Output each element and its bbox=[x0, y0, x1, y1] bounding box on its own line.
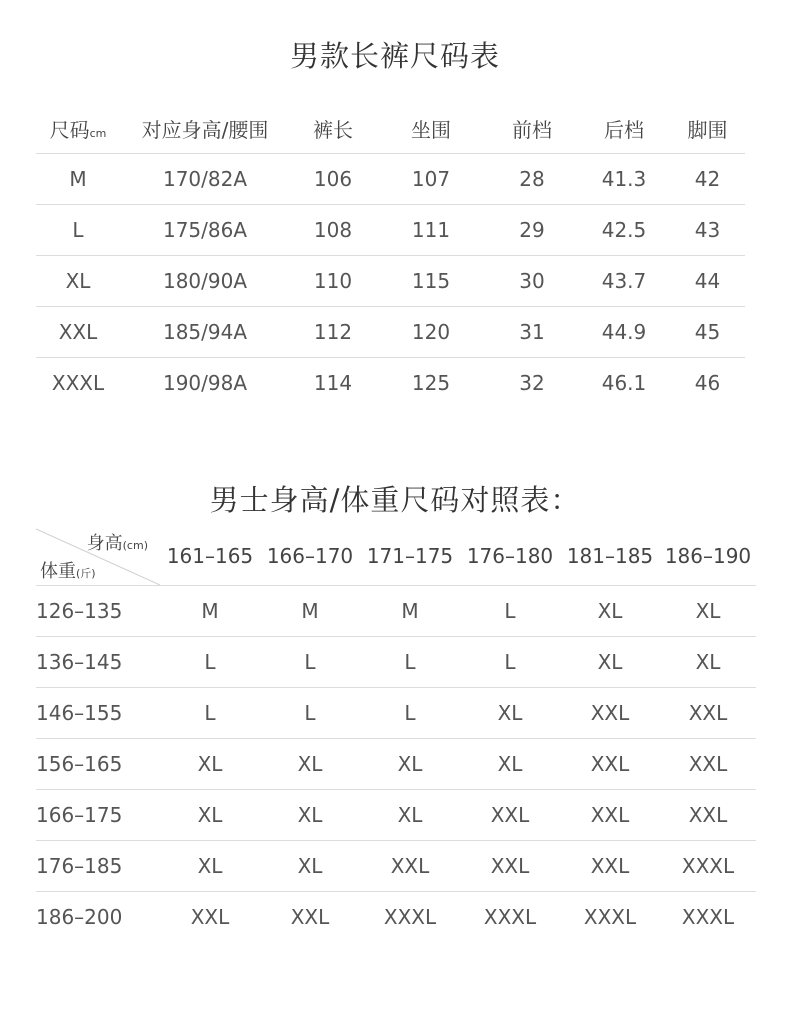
recommended-size-cell: XXXL bbox=[383, 905, 437, 929]
size-chart-cell: 106 bbox=[313, 167, 353, 191]
header-back-rise: 后档 bbox=[604, 117, 644, 142]
reference-chart-row bbox=[36, 586, 756, 637]
recommended-size-cell: L bbox=[204, 650, 216, 674]
recommended-size-cell: XL bbox=[197, 854, 223, 878]
recommended-size-cell: XXL bbox=[590, 701, 630, 725]
size-chart-cell: 120 bbox=[411, 320, 451, 344]
size-chart-cell: 110 bbox=[313, 269, 353, 293]
recommended-size-cell: XXXL bbox=[583, 905, 637, 929]
size-chart-cell: 114 bbox=[313, 371, 353, 395]
size-chart-cell: XL bbox=[65, 269, 91, 293]
recommended-size-cell: XXL bbox=[688, 803, 728, 827]
recommended-size-cell: XL bbox=[597, 599, 623, 623]
header-front-rise: 前档 bbox=[512, 117, 552, 142]
recommended-size-cell: XXL bbox=[688, 752, 728, 776]
size-chart-cell: 190/98A bbox=[162, 371, 248, 395]
size-chart-cell: XXXL bbox=[51, 371, 105, 395]
reference-chart-header-row bbox=[36, 527, 756, 586]
size-chart-cell: 46 bbox=[694, 371, 721, 395]
recommended-size-cell: XL bbox=[397, 803, 423, 827]
size-chart-table bbox=[36, 103, 745, 408]
recommended-size-cell: XXL bbox=[290, 905, 330, 929]
recommended-size-cell: XL bbox=[197, 803, 223, 827]
size-chart-row bbox=[36, 358, 745, 409]
size-chart-cell: 108 bbox=[313, 218, 353, 242]
weight-range-cell: 126–135 bbox=[36, 599, 123, 623]
size-chart-cell: 29 bbox=[519, 218, 545, 242]
height-range-header: 181–185 bbox=[566, 544, 654, 568]
recommended-size-cell: XL bbox=[497, 752, 523, 776]
header-leg-opening: 脚围 bbox=[687, 117, 728, 142]
recommended-size-cell: XXL bbox=[590, 854, 630, 878]
size-chart-cell: 43 bbox=[694, 218, 721, 242]
recommended-size-cell: XL bbox=[297, 803, 323, 827]
height-range-header: 166–170 bbox=[266, 544, 354, 568]
recommended-size-cell: M bbox=[301, 599, 319, 623]
size-chart-cell: 46.1 bbox=[601, 371, 647, 395]
recommended-size-cell: XL bbox=[695, 599, 721, 623]
height-range-header: 186–190 bbox=[664, 544, 752, 568]
height-range-header: 176–180 bbox=[466, 544, 554, 568]
reference-chart-row bbox=[36, 688, 756, 739]
recommended-size-cell: XXXL bbox=[681, 854, 735, 878]
size-chart-cell: 125 bbox=[411, 371, 451, 395]
size-chart-cell: L bbox=[72, 218, 84, 242]
size-chart-cell: XXL bbox=[58, 320, 98, 344]
corner-height-unit: (cm) bbox=[122, 539, 148, 552]
corner-weight-unit: (斤) bbox=[76, 567, 96, 580]
size-chart-cell: 30 bbox=[519, 269, 545, 293]
header-size-unit: cm bbox=[89, 126, 107, 140]
recommended-size-cell: XL bbox=[397, 752, 423, 776]
header-size-label: 尺码 bbox=[49, 117, 90, 142]
reference-chart-row bbox=[36, 892, 756, 943]
reference-chart-row bbox=[36, 739, 756, 790]
weight-range-cell: 166–175 bbox=[36, 803, 123, 827]
recommended-size-cell: XXL bbox=[688, 701, 728, 725]
size-chart-row bbox=[36, 256, 745, 307]
reference-chart-row bbox=[36, 637, 756, 688]
size-chart-header-row bbox=[36, 103, 745, 154]
weight-range-cell: 156–165 bbox=[36, 752, 123, 776]
recommended-size-cell: L bbox=[504, 599, 516, 623]
recommended-size-cell: XXL bbox=[590, 803, 630, 827]
size-chart-cell: 32 bbox=[519, 371, 545, 395]
size-chart-cell: 41.3 bbox=[601, 167, 647, 191]
height-range-header: 171–175 bbox=[366, 544, 454, 568]
corner-height-text: 身高 bbox=[86, 533, 123, 554]
recommended-size-cell: XL bbox=[497, 701, 523, 725]
header-seat: 坐围 bbox=[411, 117, 451, 142]
recommended-size-cell: XXL bbox=[190, 905, 230, 929]
size-chart-cell: 180/90A bbox=[162, 269, 248, 293]
recommended-size-cell: XXL bbox=[590, 752, 630, 776]
header-length: 裤长 bbox=[313, 117, 353, 142]
size-chart-cell: 43.7 bbox=[601, 269, 647, 293]
recommended-size-cell: XXL bbox=[490, 803, 530, 827]
size-chart-cell: 112 bbox=[313, 320, 353, 344]
recommended-size-cell: XXXL bbox=[483, 905, 537, 929]
recommended-size-cell: M bbox=[401, 599, 419, 623]
header-height-waist: 对应身高/腰围 bbox=[141, 117, 269, 142]
recommended-size-cell: XXXL bbox=[681, 905, 735, 929]
size-chart-cell: 42.5 bbox=[601, 218, 647, 242]
recommended-size-cell: XXL bbox=[490, 854, 530, 878]
recommended-size-cell: L bbox=[304, 701, 316, 725]
recommended-size-cell: XL bbox=[695, 650, 721, 674]
size-chart-cell: M bbox=[69, 167, 87, 191]
recommended-size-cell: L bbox=[404, 701, 416, 725]
size-chart-cell: 42 bbox=[694, 167, 721, 191]
recommended-size-cell: L bbox=[204, 701, 216, 725]
weight-range-cell: 176–185 bbox=[36, 854, 123, 878]
recommended-size-cell: XL bbox=[197, 752, 223, 776]
size-chart-cell: 111 bbox=[411, 218, 451, 242]
size-chart-cell: 31 bbox=[519, 320, 545, 344]
reference-chart-table bbox=[36, 527, 756, 942]
recommended-size-cell: L bbox=[304, 650, 316, 674]
size-chart-row bbox=[36, 205, 745, 256]
size-chart-title: 男款长裤尺码表 bbox=[289, 39, 500, 73]
reference-chart-row bbox=[36, 841, 756, 892]
height-range-header: 161–165 bbox=[166, 544, 254, 568]
size-chart-row bbox=[36, 154, 745, 205]
size-chart-cell: 44 bbox=[694, 269, 721, 293]
corner-weight-text: 体重 bbox=[40, 561, 76, 582]
size-chart-cell: 170/82A bbox=[162, 167, 248, 191]
recommended-size-cell: L bbox=[504, 650, 516, 674]
corner-height-label bbox=[87, 529, 148, 555]
header-size bbox=[36, 103, 120, 154]
size-chart-row bbox=[36, 307, 745, 358]
recommended-size-cell: XL bbox=[297, 752, 323, 776]
size-chart-cell: 28 bbox=[519, 167, 545, 191]
recommended-size-cell: XL bbox=[597, 650, 623, 674]
corner-header bbox=[36, 527, 160, 585]
reference-chart-row bbox=[36, 790, 756, 841]
size-chart-cell: 44.9 bbox=[601, 320, 647, 344]
weight-range-cell: 146–155 bbox=[36, 701, 123, 725]
recommended-size-cell: XXL bbox=[390, 854, 430, 878]
recommended-size-cell: L bbox=[404, 650, 416, 674]
size-chart-cell: 175/86A bbox=[162, 218, 248, 242]
size-chart-cell: 115 bbox=[411, 269, 451, 293]
size-chart-cell: 185/94A bbox=[162, 320, 248, 344]
weight-range-cell: 136–145 bbox=[36, 650, 123, 674]
reference-chart-title: 男士身高/体重尺码对照表： bbox=[209, 483, 581, 517]
size-chart-cell: 45 bbox=[694, 320, 721, 344]
corner-header-cell bbox=[36, 527, 160, 586]
weight-range-cell: 186–200 bbox=[36, 905, 123, 929]
recommended-size-cell: M bbox=[201, 599, 219, 623]
size-chart-cell: 107 bbox=[411, 167, 451, 191]
recommended-size-cell: XL bbox=[297, 854, 323, 878]
corner-weight-label bbox=[40, 557, 96, 583]
